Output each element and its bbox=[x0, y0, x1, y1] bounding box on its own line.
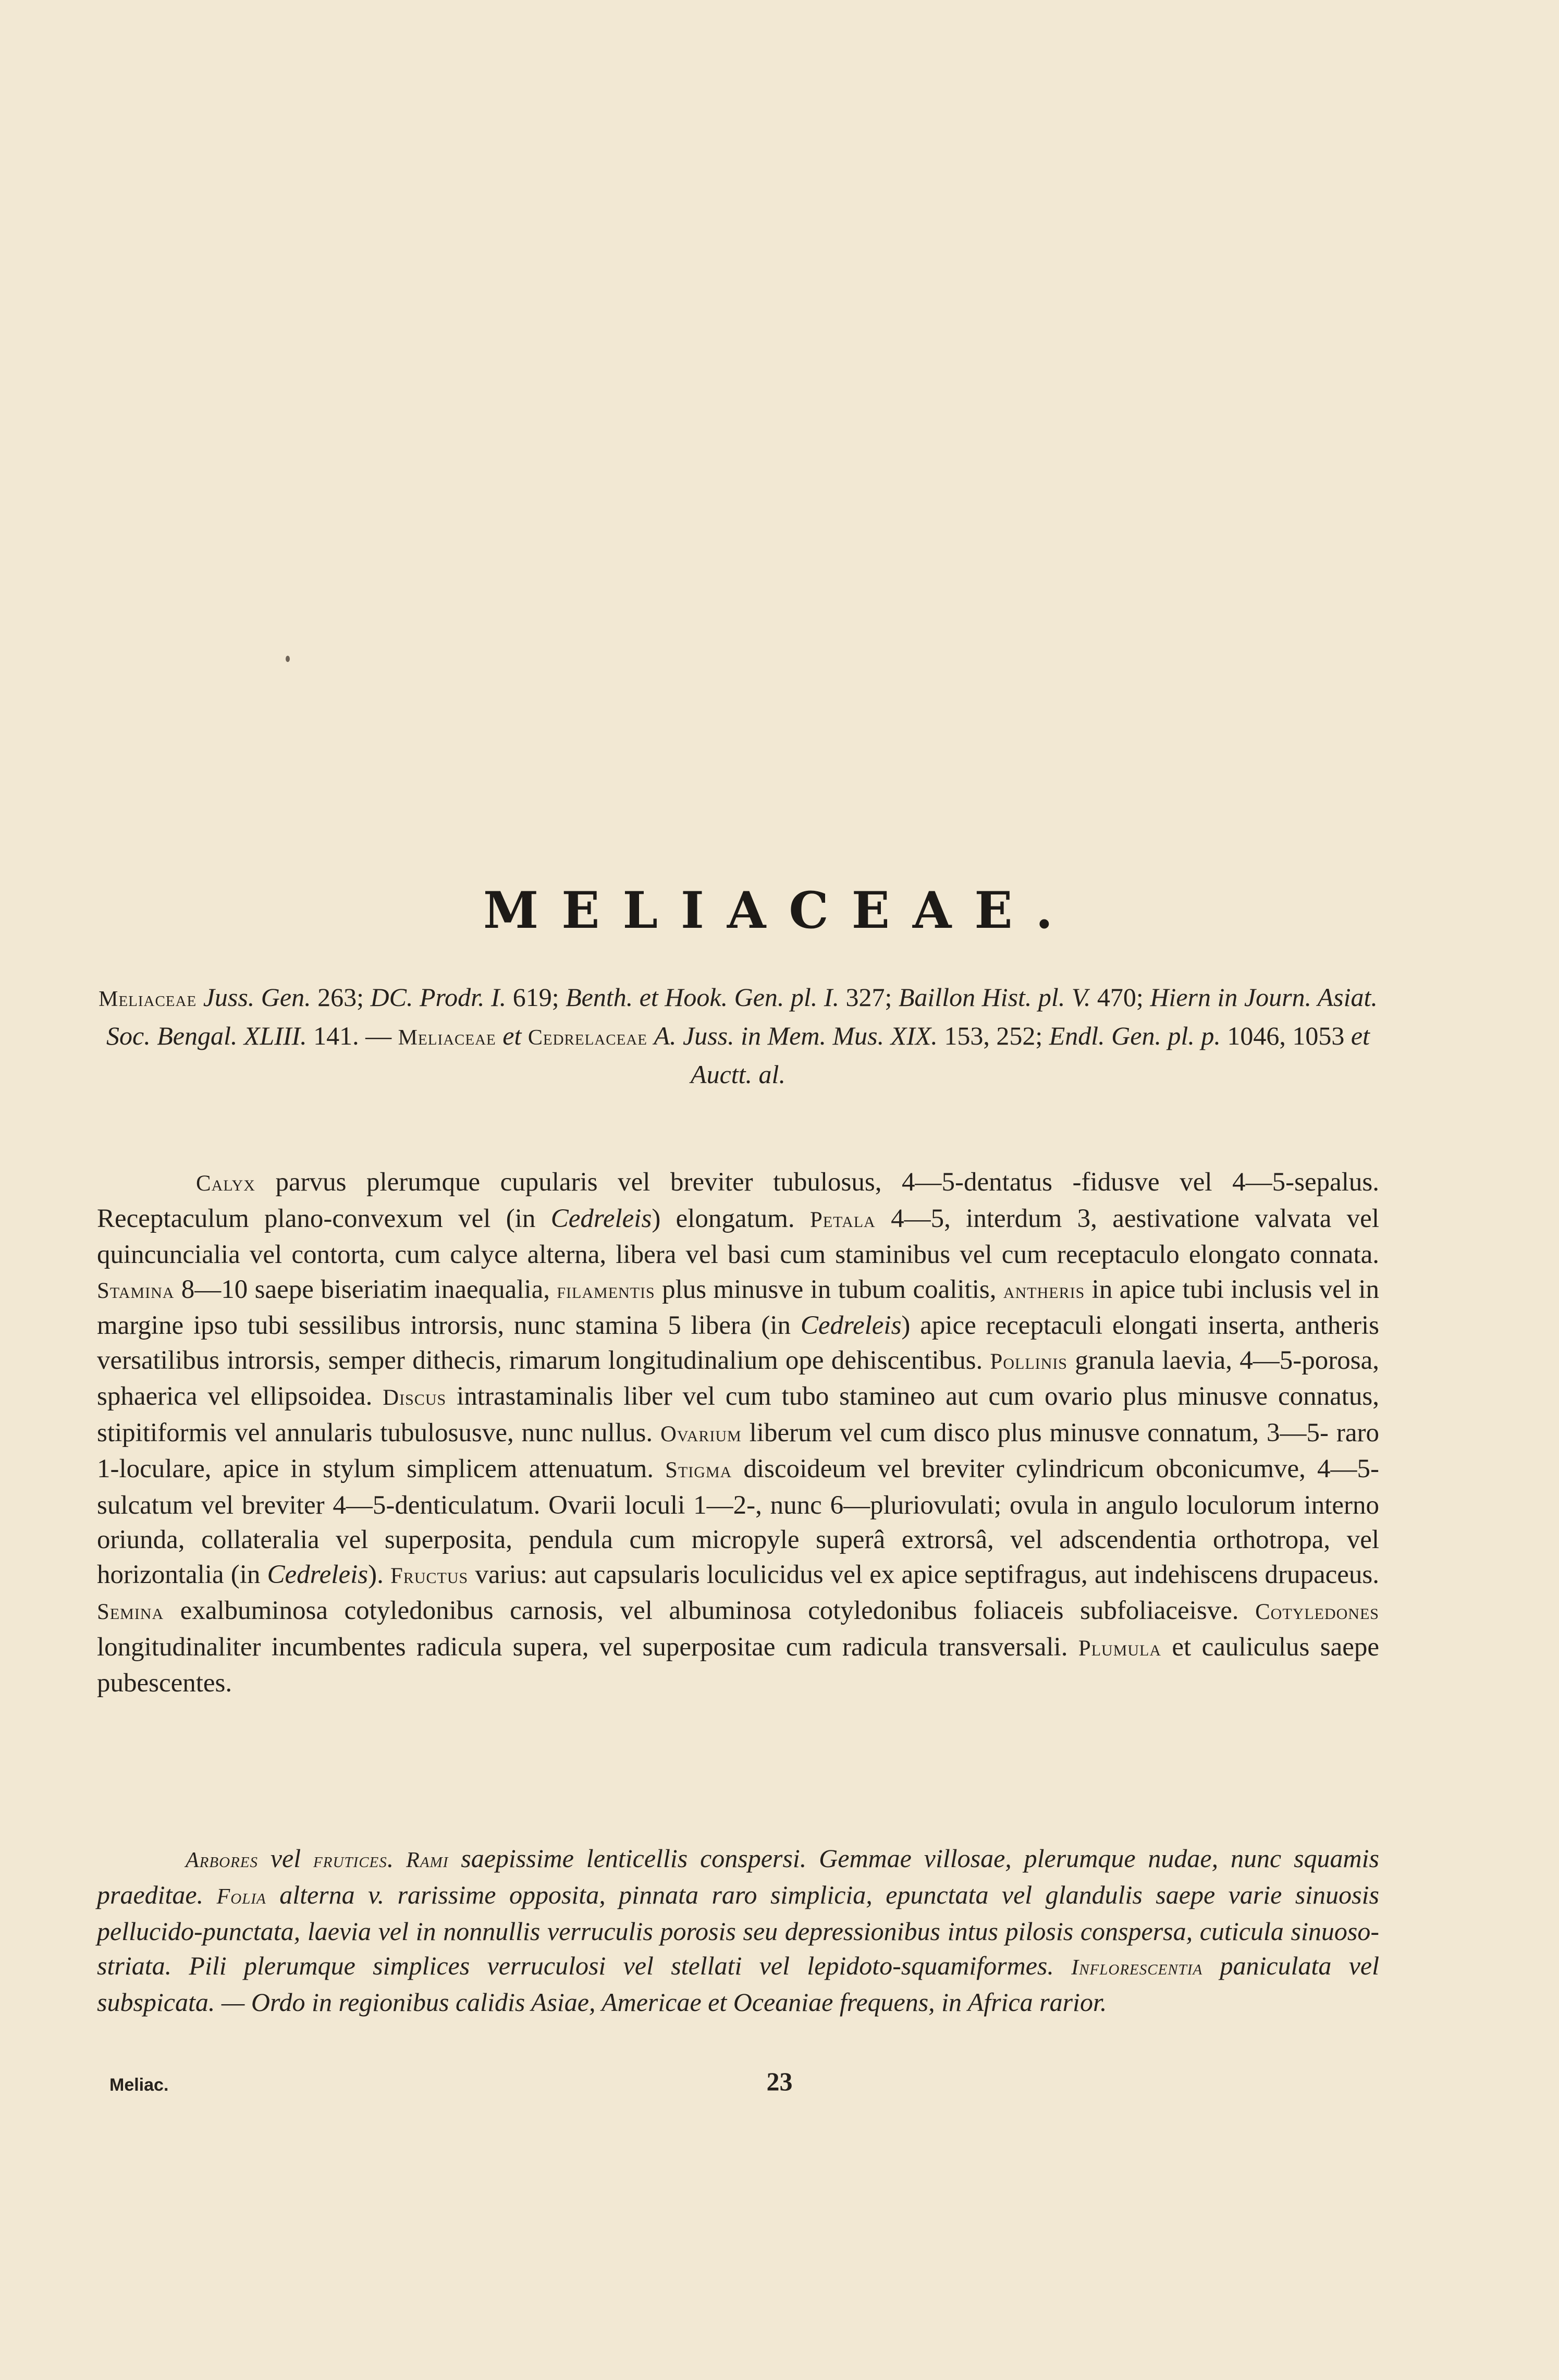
synonymy-run: DC. Prodr. I. bbox=[370, 983, 507, 1012]
habit-run: saepissime lenticellis conspersi. Gemmae villosae, plerumque nudae, nunc squamis praeditae. bbox=[97, 1844, 1380, 1909]
description-run: Semina bbox=[97, 1600, 164, 1624]
synonymy-run: et Auctt. al. bbox=[691, 1021, 1370, 1089]
description-run: antheris bbox=[1003, 1278, 1085, 1303]
synonymy-run: 470; bbox=[1090, 983, 1150, 1012]
synonymy-run: et bbox=[502, 1021, 522, 1050]
synonymy-run bbox=[496, 1021, 503, 1050]
description-run: Cedreleis bbox=[267, 1560, 369, 1589]
description-run: Ovarium bbox=[660, 1421, 742, 1446]
description-run: 8—10 saepe biseriatim inaequalia, bbox=[174, 1274, 557, 1304]
description-run: Pollinis bbox=[990, 1349, 1067, 1374]
description-run: Stamina bbox=[97, 1278, 175, 1303]
habit-run: . bbox=[387, 1844, 407, 1873]
family-title: MELIACEAE. bbox=[483, 881, 1076, 940]
habit-run: Folia bbox=[216, 1885, 266, 1909]
synonymy-run: 141. — bbox=[306, 1021, 398, 1050]
synonymy-run: Baillon Hist. pl. V. bbox=[898, 983, 1091, 1012]
description-run: ) elongatum. bbox=[652, 1204, 810, 1233]
description-run: Discus bbox=[383, 1385, 447, 1410]
description-run: Calyx bbox=[196, 1171, 255, 1196]
habit-run: Arbores bbox=[186, 1848, 258, 1872]
synonymy-run: Meliaceae bbox=[99, 987, 197, 1011]
synonymy-run: Hiern in Journ. Asiat. Soc. Bengal. XLIII. bbox=[106, 983, 1378, 1050]
synonymy-run bbox=[647, 1021, 654, 1050]
habit-run: paniculata vel subspicata. — Ordo in regionibus calidis Asiae, Americae et Oceaniae frequens, in Africa rarior. bbox=[97, 1951, 1379, 2017]
description-run: longitudinaliter incumbentes radicula supera, vel superpositae cum radicula transversali. bbox=[97, 1632, 1078, 1662]
synonymy-run bbox=[521, 1021, 528, 1050]
synonymy-run: Juss. Gen. bbox=[203, 983, 311, 1012]
habit-run: vel bbox=[257, 1844, 314, 1873]
synonymy-run: 263; bbox=[311, 983, 371, 1012]
description-run: Plumula bbox=[1078, 1636, 1162, 1661]
description-run: Fructus bbox=[390, 1563, 469, 1588]
page-number: 23 bbox=[766, 2067, 793, 2096]
description-run: Cedreleis bbox=[800, 1311, 902, 1340]
description-run: plus minusve in tubum coalitis, bbox=[655, 1274, 1003, 1304]
habit-run: Rami bbox=[406, 1848, 449, 1872]
description-run: Cedreleis bbox=[550, 1204, 652, 1233]
description-run: varius: aut capsularis loculicidus vel ex apice septifragus, aut indehiscens drupaceus. bbox=[468, 1560, 1379, 1589]
habit-run: alterna v. rarissime opposita, pinnata raro simplicia, epunctata vel glandulis saepe varie sinuosis pellucido-punctata, laevia vel in nonnullis verruculis porosis seu depressionibus intus pilosis conspersa, cuticula sinuoso-striata. Pili plerumque simplices verruculosi vel stellati vel lepidoto-squamiformes. bbox=[97, 1880, 1379, 1980]
description-run: filamentis bbox=[557, 1278, 655, 1303]
description-run: liberum vel cum disco plus minusve connatum, 3—5- raro 1-loculare, apice in stylum simplicem attenuatum. bbox=[97, 1418, 1379, 1483]
synonymy-run: A. Juss. in Mem. Mus. XIX. bbox=[654, 1021, 938, 1050]
description-paragraph bbox=[97, 1165, 1379, 1701]
description-run: in apice tubi inclusis vel in margine ipso tubi sessilibus introrsis, nunc stamina 5 libera (in bbox=[97, 1274, 1379, 1340]
description-run: ) apice receptaculi elongati inserta, antheris versatilibus introrsis, semper dithecis, rimarum longitudinalium ope dehiscentibus. bbox=[97, 1311, 1379, 1375]
synonymy-run: Benth. et Hook. Gen. pl. I. bbox=[566, 983, 839, 1012]
description-run: et cauliculus saepe pubescentes. bbox=[97, 1632, 1380, 1698]
habit-paragraph bbox=[97, 1841, 1379, 2019]
synonymy-run: 327; bbox=[839, 983, 899, 1012]
description-run: granula laevia, 4—5-porosa, sphaerica vel ellipsoidea. bbox=[97, 1345, 1379, 1411]
synonymy-run: Cedrelaceae bbox=[527, 1026, 647, 1050]
habit-run: Inflorescentia bbox=[1071, 1956, 1203, 1980]
synonymy-run: Meliaceae bbox=[398, 1026, 496, 1050]
description-run: discoideum vel breviter cylindricum obconicumve, 4—5-sulcatum vel breviter 4—5-denticulatum. Ovarii loculi 1—2-, nunc 6—pluriovulati; ovula in angulo loculorum interno oriunda, collateralia vel superposita, pendula cum micropyle superâ extrorsâ, vel adscendentia orthotropa, vel horizontalia (in bbox=[97, 1454, 1379, 1589]
synonymy-run: 619; bbox=[506, 983, 566, 1012]
synonymy-run: Endl. Gen. pl. p. bbox=[1049, 1021, 1221, 1050]
description-run: parvus plerumque cupularis vel breviter tubulosus, 4—5-dentatus -fidusve vel 4—5-sepalus. Receptaculum plano-convexum vel (in bbox=[97, 1168, 1379, 1233]
synonymy-run bbox=[197, 983, 203, 1012]
synonymy-run: 1046, 1053 bbox=[1220, 1021, 1351, 1050]
habit-run: frutices bbox=[313, 1848, 387, 1872]
synonymy-paragraph bbox=[97, 979, 1379, 1093]
synonymy-run: 153, 252; bbox=[937, 1021, 1049, 1050]
description-run: Petala bbox=[810, 1207, 876, 1232]
description-run: 4—5, interdum 3, aestivatione valvata vel quincuncialia vel contorta, cum calyce alterna, libera vel basi cum staminibus vel cum receptaculo elongato connata. bbox=[97, 1204, 1379, 1269]
description-run: Cotyledones bbox=[1255, 1600, 1379, 1624]
description-run: Stigma bbox=[665, 1458, 732, 1482]
description-run: intrastaminalis liber vel cum tubo stamineo aut cum ovario plus minusve connatus, stipitiformis vel annularis tubulosusve, nunc nullus. bbox=[97, 1382, 1379, 1447]
description-run: exalbuminosa cotyledonibus carnosis, vel albuminosa cotyledonibus foliaceis subfoliaceisve. bbox=[164, 1596, 1256, 1625]
paper-speck bbox=[286, 656, 290, 662]
description-run: ). bbox=[368, 1560, 390, 1589]
running-footer: Meliac. bbox=[109, 2075, 169, 2095]
